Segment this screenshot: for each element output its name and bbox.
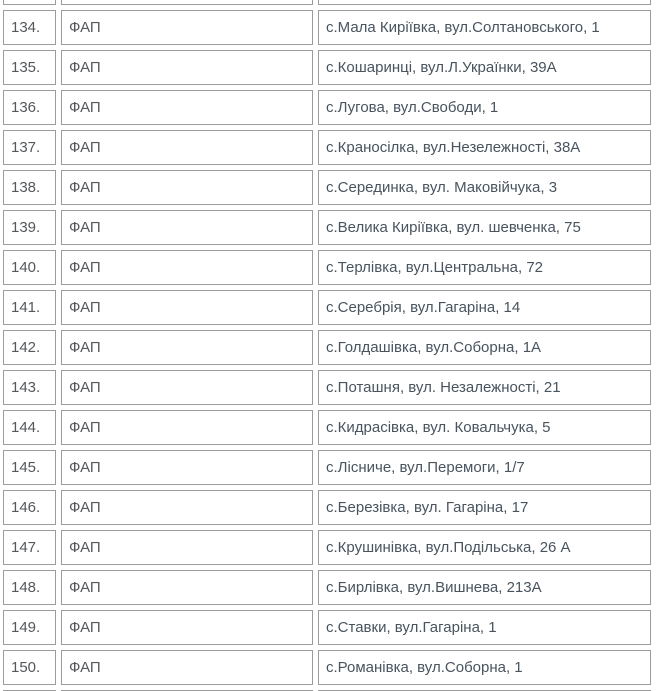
table-row: [3, 130, 651, 165]
table-row: [3, 90, 651, 125]
facility-type: ФАП: [61, 50, 313, 85]
row-number: 145.: [3, 450, 56, 485]
facility-address: с.Краносілка, вул.Незележності, 38А: [318, 130, 651, 165]
row-number: 142.: [3, 330, 56, 365]
facility-address: с.Бирлівка, вул.Вишнева, 213А: [318, 570, 651, 605]
facility-type: ФАП: [61, 90, 313, 125]
row-number: 140.: [3, 250, 56, 285]
row-number: [3, 0, 56, 5]
table-row-partial: [3, 0, 651, 5]
facility-address: с.Ставки, вул.Гагаріна, 1: [318, 610, 651, 645]
row-number: 144.: [3, 410, 56, 445]
facility-type: ФАП: [61, 410, 313, 445]
table-row: [3, 610, 651, 645]
row-number: 137.: [3, 130, 56, 165]
facility-type: ФАП: [61, 610, 313, 645]
row-number: 146.: [3, 490, 56, 525]
facility-type: ФАП: [61, 530, 313, 565]
row-number: 135.: [3, 50, 56, 85]
facility-type: ФАП: [61, 330, 313, 365]
table-row: [3, 170, 651, 205]
facility-type: ФАП: [61, 490, 313, 525]
facility-table-body: [3, 0, 651, 691]
table-row: [3, 530, 651, 565]
table-row: [3, 50, 651, 85]
facility-address: с.Серебрія, вул.Гагаріна, 14: [318, 290, 651, 325]
facility-type: ФАП: [61, 10, 313, 45]
facility-address: с.Голдашівка, вул.Соборна, 1А: [318, 330, 651, 365]
table-row: [3, 370, 651, 405]
table-row: [3, 210, 651, 245]
facility-address: с.Кидрасівка, вул. Ковальчука, 5: [318, 410, 651, 445]
facility-address: с.Велика Киріївка, вул. шевченка, 75: [318, 210, 651, 245]
facility-address: [318, 0, 651, 5]
facility-address: с.Романівка, вул.Соборна, 1: [318, 650, 651, 685]
row-number: 136.: [3, 90, 56, 125]
facility-address: с.Лісниче, вул.Перемоги, 1/7: [318, 450, 651, 485]
facility-address: с.Кошаринці, вул.Л.Українки, 39А: [318, 50, 651, 85]
table-row: [3, 250, 651, 285]
facility-type: ФАП: [61, 210, 313, 245]
facility-type: ФАП: [61, 370, 313, 405]
facility-type: ФАП: [61, 250, 313, 285]
table-row: [3, 10, 651, 45]
row-number: 143.: [3, 370, 56, 405]
table-row: [3, 450, 651, 485]
facility-address: с.Терлівка, вул.Центральна, 72: [318, 250, 651, 285]
row-number: 149.: [3, 610, 56, 645]
table-row: [3, 570, 651, 605]
facility-type: ФАП: [61, 650, 313, 685]
facility-type: ФАП: [61, 570, 313, 605]
facility-address: с.Мала Киріївка, вул.Солтановського, 1: [318, 10, 651, 45]
facility-address: с.Березівка, вул. Гагаріна, 17: [318, 490, 651, 525]
table-row: [3, 290, 651, 325]
table-row: [3, 410, 651, 445]
facility-type: ФАП: [61, 130, 313, 165]
table-row: [3, 330, 651, 365]
facility-address: с.Серединка, вул. Маковійчука, 3: [318, 170, 651, 205]
row-number: 147.: [3, 530, 56, 565]
facility-type: ФАП: [61, 450, 313, 485]
table-row: [3, 650, 651, 685]
facility-type: ФАП: [61, 170, 313, 205]
row-number: 141.: [3, 290, 56, 325]
row-number: 134.: [3, 10, 56, 45]
facility-address: с.Поташня, вул. Незалежності, 21: [318, 370, 651, 405]
row-number: 150.: [3, 650, 56, 685]
facility-type: ФАП: [61, 290, 313, 325]
row-number: 148.: [3, 570, 56, 605]
row-number: 138.: [3, 170, 56, 205]
facility-address: с.Лугова, вул.Свободи, 1: [318, 90, 651, 125]
facility-address: с.Крушинівка, вул.Подільська, 26 А: [318, 530, 651, 565]
facility-type: [61, 0, 313, 5]
table-row: [3, 490, 651, 525]
row-number: 139.: [3, 210, 56, 245]
